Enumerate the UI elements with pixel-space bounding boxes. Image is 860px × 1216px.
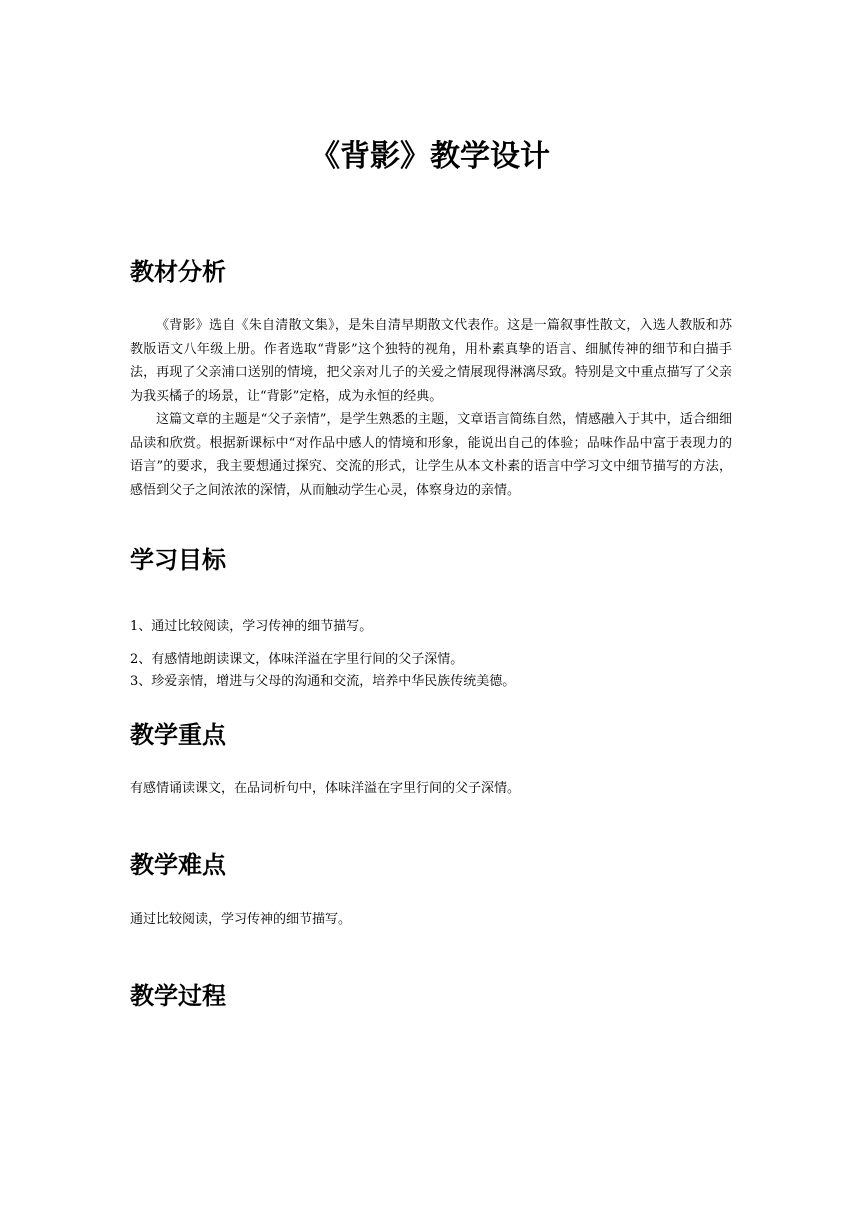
section-heading-key-points: 教学重点 <box>130 721 226 749</box>
analysis-paragraph-1: 《背影》选自《朱自清散文集》，是朱自清早期散文代表作。这是一篇叙事性散文，入选人教版和苏教版语文八年级上册。作者选取“背影”这个独特的视角，用朴素真挚的语言、细腻传神的细节和白描手法，再现了父亲浦口送别的情境，把父亲对儿子的关爱之情展现得淋漓尽致。特别是文中重点描写了父亲为我买橘子的场景，让“背影”定格，成为永恒的经典。 <box>130 318 732 404</box>
analysis-paragraph-2: 这篇文章的主题是“父子亲情”，是学生熟悉的主题，文章语言简练自然，情感融入于其中，适合细细品读和欣赏。根据新课标中“对作品中感人的情境和形象，能说出自己的体验；品味作品中富于表现力的语言”的要求，我主要想通过探究、交流的形式，让学生从本文朴素的语言中学习文中细节描写的方法，感悟到父子之间浓浓的深情，从而触动学生心灵，体察身边的亲情。 <box>130 412 732 498</box>
section-heading-analysis: 教材分析 <box>130 258 226 286</box>
objective-item-2: 2、有感情地朗读课文，体味洋溢在字里行间的父子深情。 <box>130 652 464 667</box>
objective-item-1: 1、通过比较阅读，学习传神的细节描写。 <box>130 619 373 634</box>
section-heading-difficulties: 教学难点 <box>130 851 226 879</box>
key-points-text: 有感情诵读课文，在品词析句中，体味洋溢在字里行间的父子深情。 <box>130 781 521 796</box>
section-heading-objectives: 学习目标 <box>130 546 226 574</box>
difficulties-text: 通过比较阅读，学习传神的细节描写。 <box>130 912 352 927</box>
document-title: 《背影》教学设计 <box>310 139 550 174</box>
objective-item-3: 3、珍爱亲情，增进与父母的沟通和交流，培养中华民族传统美德。 <box>130 674 516 689</box>
section-heading-process: 教学过程 <box>130 982 226 1010</box>
